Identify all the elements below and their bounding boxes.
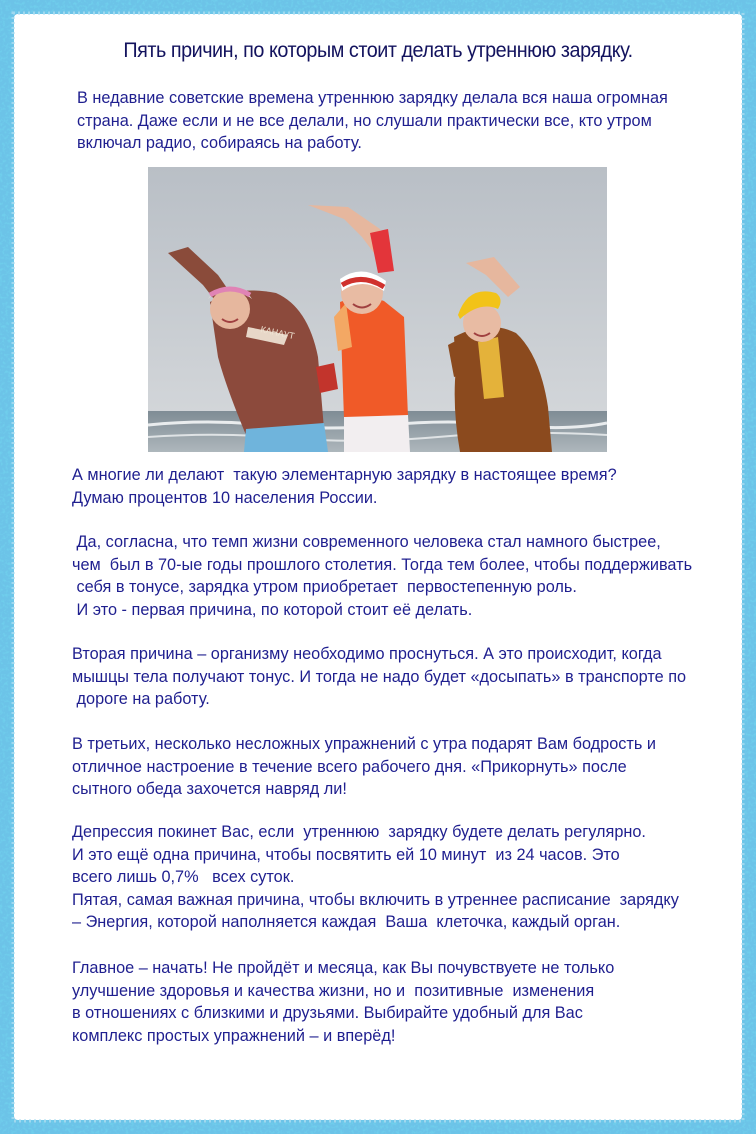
paragraph-line: И это ещё одна причина, чтобы посвятить ей 10 минут из 24 часов. Это: [72, 845, 620, 864]
paragraph-2: [72, 531, 736, 621]
paragraph-6: [72, 957, 736, 1047]
paragraph-line: в отношениях с близкими и друзьями. Выбирайте удобный для Вас: [72, 1004, 583, 1022]
paragraph-line: мышцы тела получают тонус. И тогда не надо будет «досыпать» в транспорте по: [72, 667, 687, 686]
paragraph-line: дороге на работу.: [72, 690, 210, 708]
paragraph-line: сытного обеда захочется навряд ли!: [72, 780, 347, 798]
intro-line: страна. Даже если и не все делали, но слушали практически все, кто утром: [77, 111, 652, 130]
paragraph-line: Да, согласна, что темп жизни современного человека стал намного быстрее,: [72, 533, 661, 551]
paragraph-1: [72, 464, 736, 509]
paragraph-line: всего лишь 0,7% всех суток.: [72, 868, 295, 886]
paragraph-line: А многие ли делают такую элементарную зарядку в настоящее время?: [72, 466, 617, 484]
paragraph-3: [72, 643, 736, 711]
paragraph-line: себя в тонусе, зарядка утром приобретает первостепенную роль.: [72, 578, 577, 596]
paragraph-line: комплекс простых упражнений – и вперёд!: [72, 1026, 396, 1045]
paragraph-line: чем был в 70-ые годы прошлого столетия. Тогда тем более, чтобы поддерживать: [72, 555, 693, 574]
intro-line: включал радио, собираясь на работу.: [77, 134, 362, 152]
paragraph-line: Депрессия покинет Вас, если утреннюю зарядку будете делать регулярно.: [72, 823, 646, 841]
women-exercising-photo: [148, 167, 607, 452]
paragraph-line: Вторая причина – организму необходимо проснуться. А это происходит, когда: [72, 645, 662, 663]
paragraph-line: Главное – начать! Не пройдёт и месяца, как Вы почувствуете не только: [72, 959, 615, 977]
paragraph-line: – Энергия, которой наполняется каждая Ваша клеточка, каждый орган.: [72, 913, 621, 931]
intro-paragraph: [77, 87, 741, 155]
paragraph-line: В третьих, несколько несложных упражнений с утра подарят Вам бодрость и: [72, 735, 656, 753]
paragraph-line: отличное настроение в течение всего рабочего дня. «Прикорнуть» после: [72, 757, 627, 776]
intro-line: В недавние советские времена утреннюю зарядку делала вся наша огромная: [77, 89, 668, 107]
paragraph-5: [72, 821, 736, 934]
page-title: Пять причин, по которым стоит делать утреннюю зарядку.: [123, 38, 633, 62]
paragraph-4: [72, 733, 736, 801]
paragraph-line: Пятая, самая важная причина, чтобы включить в утреннее расписание зарядку: [72, 890, 679, 909]
shirt-print: КАНАУТ: [259, 324, 296, 342]
paragraph-line: И это - первая причина, по которой стоит её делать.: [72, 600, 473, 619]
paragraph-line: улучшение здоровья и качества жизни, но и позитивные изменения: [72, 981, 595, 1000]
paragraph-line: Думаю процентов 10 населения России.: [72, 488, 378, 507]
